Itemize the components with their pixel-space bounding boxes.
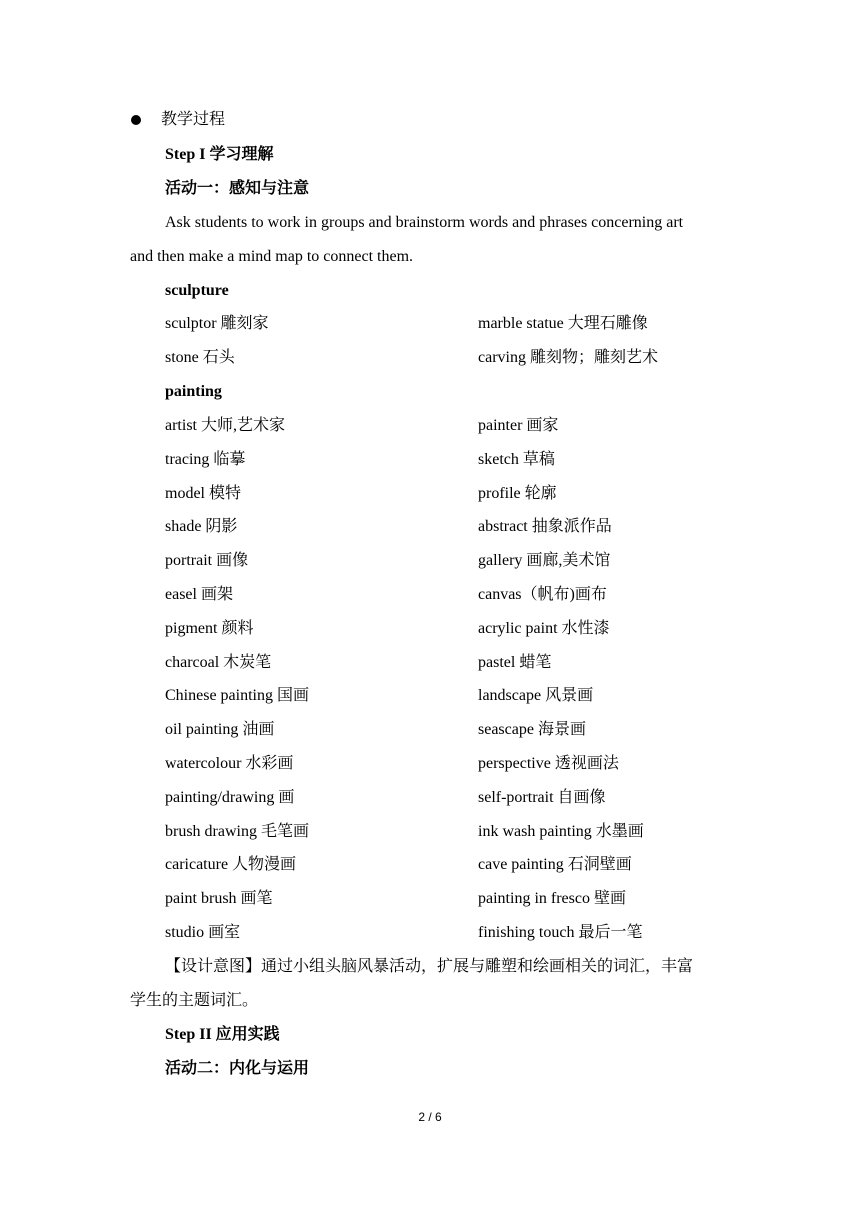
vocab-row (165, 585, 765, 605)
vocab-term-right: landscape 风景画 (478, 687, 594, 705)
vocab-term-left: model 模特 (165, 484, 241, 502)
vocab-term-right: pastel 蜡笔 (478, 653, 552, 671)
vocab-term-left: sculptor 雕刻家 (165, 315, 269, 332)
vocab-term-right: carving 雕刻物；雕刻艺术 (478, 349, 658, 366)
vocab-row (165, 551, 765, 571)
vocab-term-left: brush drawing 毛笔画 (165, 822, 309, 840)
vocab-row (165, 822, 765, 842)
sculpture-heading: sculpture (165, 282, 229, 299)
vocab-term-left: Chinese painting 国画 (165, 687, 309, 705)
vocab-term-left: stone 石头 (165, 349, 235, 366)
painting-heading: painting (165, 383, 222, 400)
vocab-term-left: paint brush 画笔 (165, 890, 273, 908)
vocab-row (165, 348, 765, 368)
vocab-term-right: painting in fresco 壁画 (478, 890, 626, 908)
vocab-row (165, 416, 765, 436)
vocab-row (165, 517, 765, 537)
vocab-term-left: painting/drawing 画 (165, 788, 295, 806)
bullet-icon (131, 115, 141, 125)
vocab-term-left: pigment 颜料 (165, 619, 254, 637)
vocab-term-left: portrait 画像 (165, 552, 249, 570)
intro-text-line-1: Ask students to work in groups and brainstorm words and phrases concerning art (165, 214, 684, 231)
step-2-heading: Step II 应用实践 (165, 1026, 280, 1043)
vocab-term-right: profile 轮廓 (478, 484, 557, 502)
vocab-term-right: ink wash painting 水墨画 (478, 822, 644, 840)
vocab-term-left: watercolour 水彩画 (165, 755, 294, 772)
activity-1-heading: 活动一：感知与注意 (165, 180, 310, 197)
page-number: 2 / 6 (418, 1110, 442, 1124)
vocab-term-left: studio 画室 (165, 924, 241, 941)
vocab-term-right: acrylic paint 水性漆 (478, 619, 610, 637)
activity-2-heading: 活动二：内化与运用 (165, 1060, 310, 1077)
vocab-row (165, 450, 765, 470)
vocab-term-right: perspective 透视画法 (478, 755, 619, 772)
vocab-term-right: finishing touch 最后一笔 (478, 924, 643, 941)
vocab-row (165, 855, 765, 875)
intro-text-line-2: and then make a mind map to connect them. (130, 248, 414, 265)
vocab-row (165, 686, 765, 706)
vocab-term-right: gallery 画廊,美术馆 (478, 552, 611, 570)
vocab-row (165, 314, 765, 334)
vocab-term-right: self-portrait 自画像 (478, 788, 606, 806)
vocab-row (165, 619, 765, 639)
vocab-row (165, 889, 765, 909)
vocab-row (165, 484, 765, 504)
vocab-row (165, 754, 765, 774)
step-1-heading: Step I 学习理解 (165, 146, 274, 163)
vocab-row (165, 720, 765, 740)
vocab-term-left: tracing 临摹 (165, 450, 246, 468)
vocab-term-left: oil painting 油画 (165, 721, 275, 739)
vocab-term-left: caricature 人物漫画 (165, 856, 297, 874)
design-intent-line-2: 学生的主题词汇。 (130, 992, 259, 1009)
vocab-row (165, 923, 765, 943)
vocab-term-left: shade 阴影 (165, 518, 238, 536)
section-heading: 教学过程 (161, 111, 226, 128)
vocab-term-right: painter 画家 (478, 417, 559, 434)
vocab-term-left: artist 大师,艺术家 (165, 417, 285, 434)
vocab-term-right: abstract 抽象派作品 (478, 518, 612, 536)
vocab-term-left: charcoal 木炭笔 (165, 653, 272, 671)
vocab-term-right: seascape 海景画 (478, 721, 586, 739)
vocab-term-left: easel 画架 (165, 586, 233, 603)
vocab-term-right: marble statue 大理石雕像 (478, 315, 648, 332)
vocab-row (165, 788, 765, 808)
vocab-term-right: cave painting 石洞壁画 (478, 856, 632, 874)
design-intent-line-1: 【设计意图】通过小组头脑风暴活动，扩展与雕塑和绘画相关的词汇，丰富 (165, 958, 694, 975)
vocab-term-right: sketch 草稿 (478, 450, 555, 468)
vocab-term-right: canvas（帆布)画布 (478, 586, 607, 603)
vocab-row (165, 653, 765, 673)
